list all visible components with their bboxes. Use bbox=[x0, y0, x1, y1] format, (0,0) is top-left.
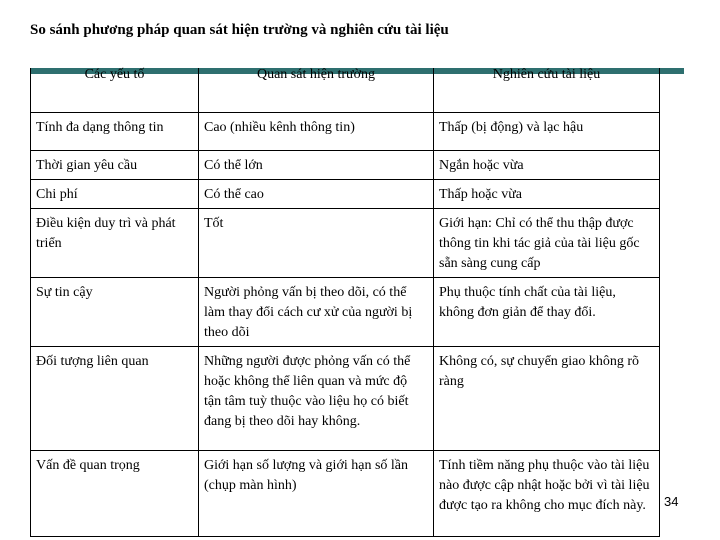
table-cell: Cao (nhiều kênh thông tin) bbox=[199, 113, 434, 151]
table-header-row bbox=[31, 68, 660, 113]
table-cell: Vấn đề quan trọng bbox=[31, 451, 199, 537]
table-cell: Ngắn hoặc vừa bbox=[434, 151, 660, 180]
table-cell: Điều kiện duy trì và phát triển bbox=[31, 209, 199, 278]
table-cell: Phụ thuộc tính chất của tài liệu, không đơn giản để thay đổi. bbox=[434, 278, 660, 347]
table-row bbox=[31, 347, 660, 451]
table-cell: Không có, sự chuyển giao không rõ ràng bbox=[434, 347, 660, 451]
table-cell: Thấp hoặc vừa bbox=[434, 180, 660, 209]
table-cell: Những người được phỏng vấn có thể hoặc không thể liên quan và mức độ tận tâm tuỳ thuộc vào liệu họ có biết đang bị theo dõi hay không. bbox=[199, 347, 434, 451]
table-row bbox=[31, 451, 660, 537]
header-cell-field-observation: Quan sát hiện trường bbox=[199, 68, 434, 113]
table-cell: Đối tượng liên quan bbox=[31, 347, 199, 451]
table-cell: Giới hạn: Chỉ có thể thu thập được thông tin khi tác giả của tài liệu gốc sẵn sàng cung cấp bbox=[434, 209, 660, 278]
header-cell-factors: Các yếu tố bbox=[31, 68, 199, 113]
table-row bbox=[31, 151, 660, 180]
page-title: So sánh phương pháp quan sát hiện trường và nghiên cứu tài liệu bbox=[30, 22, 449, 38]
table-cell: Có thể lớn bbox=[199, 151, 434, 180]
table-row bbox=[31, 278, 660, 347]
table-cell: Tốt bbox=[199, 209, 434, 278]
table-cell: Thời gian yêu cầu bbox=[31, 151, 199, 180]
table-row bbox=[31, 209, 660, 278]
table-cell: Chi phí bbox=[31, 180, 199, 209]
comparison-table bbox=[30, 68, 660, 537]
table-cell: Tính đa dạng thông tin bbox=[31, 113, 199, 151]
page-number: 34 bbox=[664, 494, 679, 509]
header-cell-document-research: Nghiên cứu tài liệu bbox=[434, 68, 660, 113]
table-cell: Tính tiềm năng phụ thuộc vào tài liệu nào được cập nhật hoặc bởi vì tài liệu được tạo ra không cho mục đích này. bbox=[434, 451, 660, 537]
table-row bbox=[31, 113, 660, 151]
table-row bbox=[31, 180, 660, 209]
table-cell: Người phỏng vấn bị theo dõi, có thể làm thay đổi cách cư xử của người bị theo dõi bbox=[199, 278, 434, 347]
table-cell: Thấp (bị động) và lạc hậu bbox=[434, 113, 660, 151]
table-cell: Sự tin cậy bbox=[31, 278, 199, 347]
table-cell: Có thể cao bbox=[199, 180, 434, 209]
table-cell: Giới hạn số lượng và giới hạn số lần (chụp màn hình) bbox=[199, 451, 434, 537]
